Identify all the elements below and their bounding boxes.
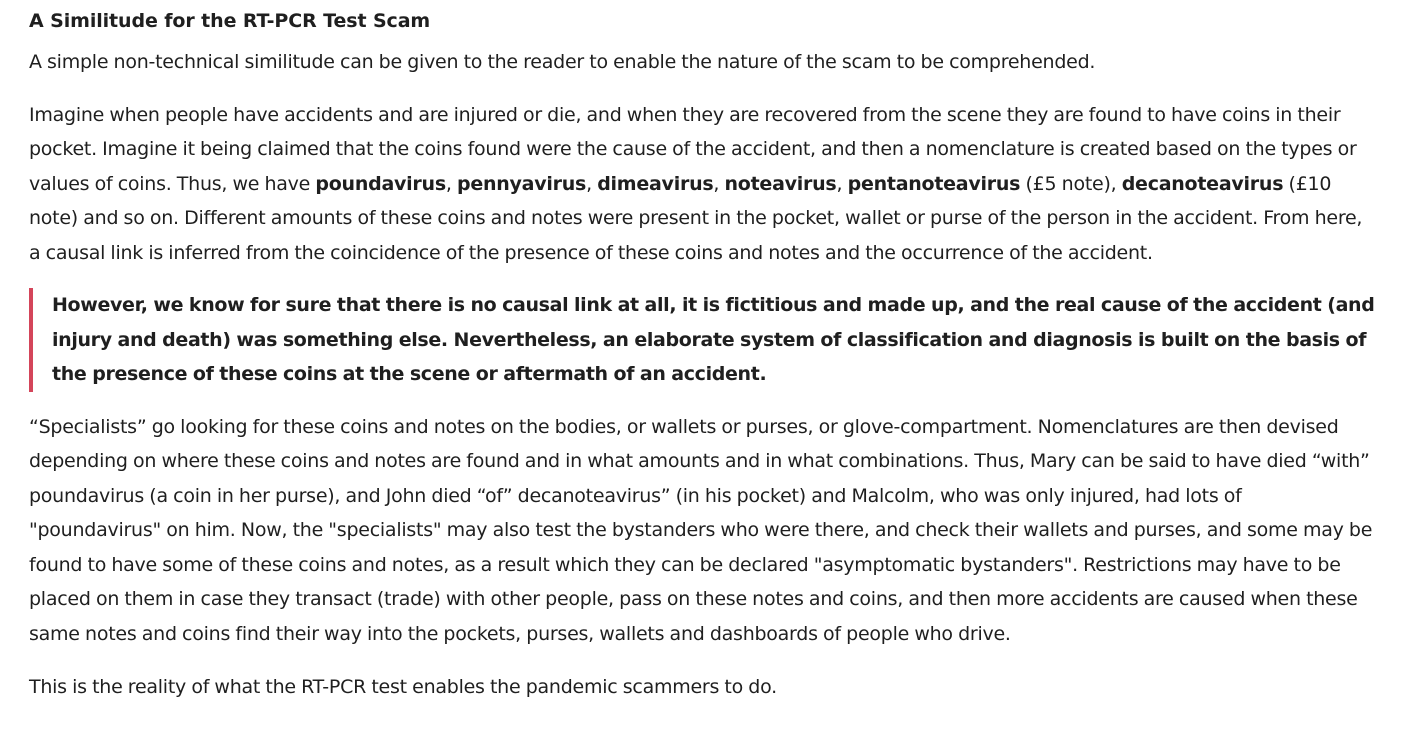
separator: , (445, 172, 457, 195)
section-heading: A Similitude for the RT-PCR Test Scam (29, 10, 431, 32)
separator: , (836, 172, 848, 195)
specialists-paragraph: “Specialists” go looking for these coins and notes on the bodies, or wallets or purses, or glove-compartment. Nomenclatures are then devised depending on where these coins and notes are found and in what amounts and in what combinations. Thus, Mary can be said to have died “with” poundavirus (a coin in her purse), and John died “of” decanoteavirus” (in his pocket) and Malcolm, who was only injured, had lots of "poundavirus" on him. Now, the "specialists" may also test the bystanders who were there, and check their wallets and purses, and some may be found to have some of these coins and notes, as a result which they can be declared "asymptomatic bystanders". Restrictions may have to be placed on them in case they transact (trade) with other people, pass on these notes and coins, and then more accidents are caused when these same notes and coins find their way into the pockets, purses, wallets and dashboards of people who drive. (29, 415, 1373, 645)
paragraph-text: (£10 note) and so on. Different amounts of these coins and notes were present in the pocket, wallet or purse of the person in the accident. From here, a causal link is inferred from the coincidence of the presence of these coins and notes and the occurrence of the accident. (29, 172, 1363, 264)
separator: , (713, 172, 725, 195)
blockquote-text: However, we know for sure that there is no causal link at all, it is fictitious and made up, and the real cause of the accident (and injury and death) was something else. Nevertheless, an elaborate system of classification and diagnosis is built on the basis of the presence of these coins at the scene or aftermath of an accident. (52, 294, 1375, 385)
article-body (29, 0, 1377, 705)
separator: , (586, 172, 598, 195)
intro-paragraph: A simple non-technical similitude can be given to the reader to enable the nature of the scam to be comprehended. (29, 51, 1096, 73)
term-decanoteavirus: decanoteavirus (1121, 172, 1284, 195)
term-poundavirus: poundavirus (315, 172, 446, 195)
term-pentanoteavirus: pentanoteavirus (847, 172, 1021, 195)
coin-analogy-paragraph (29, 98, 1377, 271)
separator: (£5 note), (1020, 172, 1122, 195)
term-dimeavirus: dimeavirus (597, 172, 714, 195)
term-noteavirus: noteavirus (724, 172, 837, 195)
blockquote (29, 288, 1377, 392)
term-pennyavirus: pennyavirus (456, 172, 587, 195)
paragraph-text: Imagine when people have accidents and are injured or die, and when they are recovered from the scene they are found to have coins in their pocket. Imagine it being claimed that the coins found were the cause of the accident, and then a nomenclature is created based on the types or values of coins. Thus, we have (29, 103, 1357, 195)
closing-paragraph: This is the reality of what the RT-PCR test enables the pandemic scammers to do. (29, 676, 777, 698)
